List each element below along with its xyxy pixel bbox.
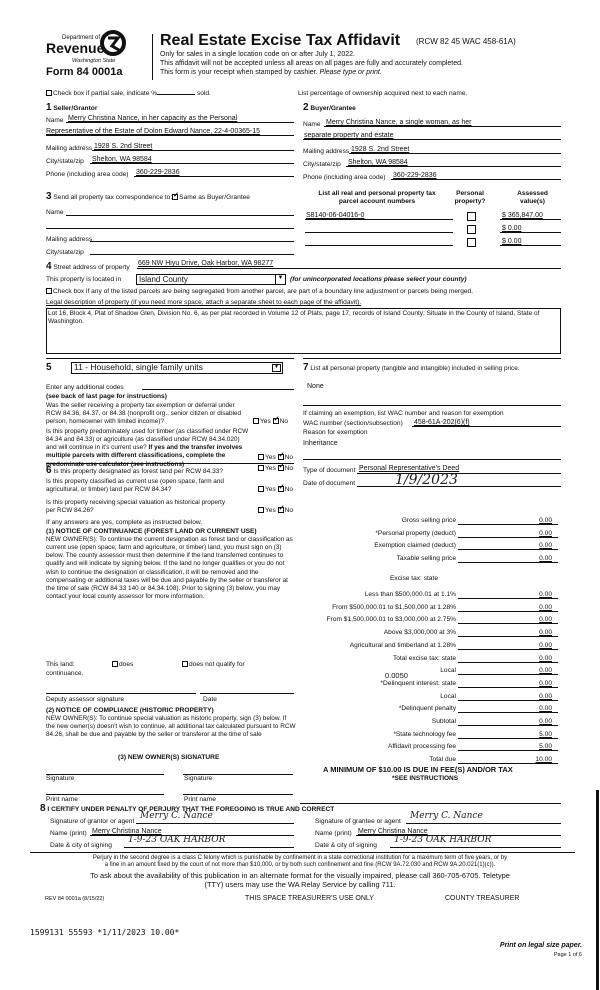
- grantee-date-label: Date & city of signing: [315, 842, 377, 849]
- buyer-name-line-2[interactable]: separate property and estate: [304, 132, 394, 139]
- tax-row: [300, 616, 558, 628]
- segregated-checkbox[interactable]: [46, 288, 52, 294]
- seller-name-line-1[interactable]: Merry Christina Nance, in her capacity as the Personal: [68, 115, 238, 122]
- type-or-print-note: Please type or print.: [319, 69, 382, 76]
- q1-no-checkbox[interactable]: [273, 418, 279, 424]
- tax-row-value[interactable]: 0.00: [458, 616, 558, 624]
- deputy-date-field[interactable]: [200, 685, 294, 694]
- tax-row: [300, 555, 558, 567]
- form-number: Form 84 0001a: [46, 66, 123, 78]
- new-owner-signature-title: (3) NEW OWNER(S) SIGNATURE: [118, 754, 220, 761]
- buyer-phone[interactable]: 360-229-2836: [393, 172, 437, 179]
- tax-row: [300, 642, 558, 654]
- form-title: Real Estate Excise Tax Affidavit: [160, 32, 401, 49]
- q2-yes-checkbox[interactable]: [258, 454, 264, 460]
- assessed-value[interactable]: $ 0.00: [502, 238, 522, 245]
- tax-row-label: Gross selling price: [401, 517, 456, 524]
- tax-row-label: *Personal property (deduct): [375, 529, 456, 537]
- assessed-header-line1: Assessed: [517, 190, 548, 197]
- q2-yes-no: [258, 454, 293, 462]
- does-not-checkbox[interactable]: [182, 661, 188, 667]
- no-label: No: [279, 418, 289, 425]
- tax-row-value[interactable]: 0.00: [458, 705, 558, 713]
- personal-header-line2: property?: [454, 197, 486, 205]
- tax-row-label: Taxable selling price: [396, 555, 456, 563]
- treasurer-use-label: THIS SPACE TREASURER'S USE ONLY: [245, 895, 374, 902]
- q2-no-checkbox[interactable]: [278, 454, 284, 460]
- corr-city-field[interactable]: [90, 246, 294, 255]
- tax-row-value[interactable]: 0.00: [458, 655, 558, 663]
- personal-property-value[interactable]: None: [307, 383, 324, 390]
- no-label: No: [284, 507, 294, 514]
- assessed-header-line2: value(s): [520, 197, 545, 205]
- tax-row: [300, 705, 558, 717]
- tax-row: [300, 667, 558, 679]
- same-as-buyer-label: Same as Buyer/Grantee: [179, 194, 250, 201]
- perjury-line-1: Perjury in the second degree is a class C felony which is punishable by confinement in a state correctional institution for a maximum term of five years, or by: [92, 855, 508, 861]
- seller-city-state-zip[interactable]: Shelton, WA 98584: [92, 156, 152, 163]
- yes-label: Yes: [260, 418, 271, 425]
- local-rate: 0.0050: [385, 671, 408, 680]
- historical-question: Is this property receiving special valuation as historical property per RCW 84.26?: [46, 499, 226, 515]
- property-street-address[interactable]: 669 NW Hiyu Drive, Oak Harbor, WA 98277: [138, 260, 274, 267]
- parcel-number-field[interactable]: [305, 224, 453, 233]
- owner-signature-field-1[interactable]: [46, 766, 164, 775]
- section-number: 1: [46, 102, 52, 113]
- tax-row-value[interactable]: 0.00: [458, 604, 558, 612]
- reason-value[interactable]: Inheritance: [303, 440, 338, 447]
- tax-row-value[interactable]: 0.00: [458, 555, 558, 563]
- q1-yes-no: [253, 418, 288, 426]
- tax-row-label: Local: [440, 667, 456, 675]
- tax-row: [300, 517, 558, 529]
- dept-of-label: Department of: [62, 35, 101, 41]
- q6-1-yes-no: [258, 465, 293, 473]
- parcel-header-line2: parcel account numbers: [338, 197, 416, 205]
- does-label: does: [119, 661, 134, 668]
- segregated-label: Check box if any of the listed parcels are being segregated from another parcel, are part of a boundary line adjustment or parcels being merged.: [53, 288, 474, 295]
- county-select[interactable]: [136, 274, 286, 285]
- buyer-city-label: City/state/zip: [303, 161, 341, 168]
- grantee-print-name[interactable]: Merry Christina Nance: [358, 828, 428, 835]
- wac-number[interactable]: 458-61A-202(6)(f): [414, 419, 470, 426]
- land-use-code-value: 11 - Household, single family units: [74, 362, 203, 372]
- assessed-value[interactable]: $ 0.00: [502, 225, 522, 232]
- yes-label: Yes: [265, 486, 276, 493]
- tax-row: [300, 629, 558, 641]
- print-name-label-1: Print name: [46, 796, 78, 803]
- section-5-number: 5: [46, 362, 52, 373]
- seller-heading-label: Seller/Grantor: [53, 105, 98, 112]
- current-use-no-checkbox[interactable]: [278, 486, 284, 492]
- county-treasurer-label: COUNTY TREASURER: [445, 895, 520, 902]
- yes-label: Yes: [265, 465, 276, 472]
- tax-row: [300, 731, 558, 743]
- tax-row-label: Total due: [429, 756, 456, 764]
- q1-yes-checkbox[interactable]: [253, 418, 259, 424]
- q6-3-yes-no: [258, 507, 293, 515]
- header-line-3: [160, 69, 382, 77]
- continuance-label: continuance.: [46, 670, 84, 677]
- legal-description-field[interactable]: Lot 16, Block 4, Plat of Shadow Glen, Division No. 6, as per plat recorded in Volume 12 of Plats, page 17, records of Island County; Situate in the County of Island, State of Washington.: [46, 308, 561, 354]
- tax-row: [300, 743, 558, 755]
- tax-row-value[interactable]: 0.00: [458, 591, 558, 599]
- street-label: Street address of property: [53, 264, 130, 271]
- forest-no-checkbox[interactable]: [278, 465, 284, 471]
- sold-label: sold.: [196, 90, 211, 97]
- notice-continuance-title: (1) NOTICE OF CONTINUANCE (FOREST LAND OR CURRENT USE): [46, 528, 257, 535]
- grantor-date-label: Date & city of signing: [50, 842, 112, 849]
- no-label: No: [284, 454, 294, 461]
- tax-row-label: *State technology fee: [393, 730, 456, 738]
- q6-2-yes-no: [258, 486, 293, 494]
- personal-header-line1: Personal: [456, 190, 484, 197]
- seller-city-label: City/state/zip: [46, 158, 84, 165]
- deputy-date-label: Date: [203, 696, 217, 703]
- excise-state-label: Excise tax: state: [390, 575, 439, 582]
- exemption-label: If claiming an exemption, list WAC number and reason for exemption: [303, 410, 504, 417]
- reason-label: Reason for exemption: [303, 429, 368, 436]
- perjury-line-2: a fine in an amount fixed by the court of not more than $10,000, or by both such confinement and fine (RCW 9A.72.030 and RCW 9A.20.021(1)(c)).: [104, 862, 496, 868]
- buyer-name-label: Name: [303, 121, 321, 128]
- no-label: No: [284, 486, 294, 493]
- partial-sale-label: Check box if partial sale, indicate %: [53, 90, 158, 97]
- section-number: 4: [46, 261, 52, 272]
- tax-row: [300, 530, 558, 542]
- same-as-buyer-checkbox[interactable]: [172, 194, 178, 200]
- form-citation: (RCW 82 45 WAC 458-61A): [416, 37, 516, 46]
- deputy-signature-field[interactable]: [46, 685, 196, 694]
- tax-row-value[interactable]: 0.00: [458, 629, 558, 637]
- washington-state-label: Washington State: [72, 58, 116, 64]
- tax-row-label: *Delinquent penalty: [398, 705, 456, 713]
- partial-percent-field[interactable]: [157, 94, 195, 95]
- does-not-label: does not qualify for: [189, 661, 245, 668]
- document-date[interactable]: 1/9/2023: [395, 472, 458, 488]
- doc-type-label: Type of document: [303, 467, 356, 474]
- tax-row-value[interactable]: 0.00: [458, 517, 558, 525]
- corr-name-field[interactable]: [66, 207, 294, 216]
- county-value: Island County: [139, 275, 188, 284]
- additional-codes-label: Enter any additional codes: [46, 384, 124, 391]
- buyer-heading: [303, 102, 356, 114]
- grantor-date-city[interactable]: 1-9-23 OAK HARBOR: [128, 835, 226, 845]
- street-label-row: [46, 261, 130, 273]
- tax-row-value[interactable]: 0.00: [458, 718, 558, 726]
- buyer-name-line-1[interactable]: Merry Christina Nance, a single woman, as her: [326, 119, 472, 126]
- buyer-mail-label: Mailing address: [303, 148, 350, 155]
- page-number: Page 1 of 6: [553, 952, 582, 958]
- buyer-heading-label: Buyer/Grantee: [310, 105, 356, 112]
- revenue-logo-text: Revenue: [46, 40, 105, 56]
- corr-name-label: Name: [46, 209, 64, 216]
- current-use-yes-checkbox[interactable]: [258, 486, 264, 492]
- section-number: 2: [303, 102, 309, 113]
- seller-phone-label: Phone (including area code): [46, 171, 129, 178]
- certify-text: I CERTIFY UNDER PENALTY OF PERJURY THAT THE FOREGOING IS TRUE AND CORRECT: [47, 806, 335, 813]
- q-exemption-deferral: Was the seller receiving a property tax exemption or deferral under RCW 84.36, 84.37, or 84.38 (nonprofit org., senior citizen or disabled person, homeowner with limited income)?: [46, 402, 242, 426]
- section-number: 3: [46, 191, 52, 202]
- tax-row-label: Agricultural and timberland at 1.28%: [349, 641, 456, 649]
- cashier-stamp: 1599131 55593 *1/11/2023 10.00*: [30, 928, 180, 937]
- owner-print-name-field-2[interactable]: [183, 786, 293, 795]
- dor-logo-icon: [100, 30, 126, 56]
- personal-header: [450, 190, 490, 205]
- legal-description-label: Legal description of property (if you need more space, attach a separate sheet to each page of the affidavit).: [46, 299, 362, 306]
- doc-date-label: Date of document: [303, 480, 356, 487]
- tax-row: [300, 718, 558, 730]
- section-number: 8: [40, 803, 46, 814]
- chevron-down-icon[interactable]: ▼: [275, 275, 285, 284]
- historical-no-checkbox[interactable]: [278, 507, 284, 513]
- signature-label-2: Signature: [184, 775, 213, 782]
- partial-sale-row: [46, 90, 211, 98]
- tax-row-label: Affidavit processing fee: [387, 743, 456, 751]
- receipt-note: This form is your receipt when stamped by cashier.: [160, 69, 318, 76]
- land-use-code-select[interactable]: [71, 362, 283, 374]
- chevron-down-icon[interactable]: ▼: [272, 364, 281, 372]
- personal-property-checkbox[interactable]: [467, 212, 476, 221]
- forest-land-label: Is this property designated as forest land per RCW 84.33?: [53, 468, 224, 475]
- see-instructions-note: *SEE INSTRUCTIONS: [392, 775, 459, 782]
- corr-mail-label: Mailing address: [46, 236, 93, 243]
- corr-city-label: City/state/zip: [46, 249, 84, 256]
- tax-row-value[interactable]: 0.00: [458, 642, 558, 650]
- parcel-header: [312, 190, 442, 205]
- forest-yes-checkbox[interactable]: [258, 465, 264, 471]
- tax-row: [300, 655, 558, 667]
- notice-compliance-title: (2) NOTICE OF COMPLIANCE (HISTORIC PROPERTY): [46, 707, 214, 714]
- this-land-label: This land:: [46, 661, 75, 668]
- buyer-city-state-zip[interactable]: Shelton, WA 98584: [348, 159, 408, 166]
- grantor-name-label: Name (print): [50, 830, 87, 837]
- tax-row-value[interactable]: 5.00: [458, 731, 558, 739]
- grantee-date-city[interactable]: 1-9-23 OAK HARBOR: [394, 835, 492, 845]
- tax-row-label: Above $3,000,000 at 3%: [383, 629, 456, 637]
- personal-property-checkbox[interactable]: [467, 225, 476, 234]
- see-back-note: (see back of last page for instructions): [46, 393, 167, 400]
- owner-signature-field-2[interactable]: [183, 766, 293, 775]
- current-use-question: Is this property classified as current use (open space, farm and agricultural, or timber) land per RCW 84.34?: [46, 478, 224, 494]
- tax-row-label: From $1,500,000.01 to $3,000,000 at 2.75%: [326, 616, 456, 624]
- tax-row-label: Local: [440, 692, 456, 700]
- section-number: 6: [46, 465, 52, 476]
- personal-property-label: [303, 362, 561, 375]
- q2-text: Is this property predominately used for timber (as classified under RCW 84.34 and 84.33) or agriculture (as classified under RCW 84.34.020) and will continue in it's current use?: [46, 428, 249, 452]
- signature-label-1: Signature: [46, 775, 75, 782]
- notice-continuance-text: NEW OWNER(S): To continue the current designation as forest land or classification as current use (open space, farm and agriculture, or timber) land, you must sign on (3) below. The county assessor must then determine if the land transferred continues to qualify and will indicate by signing below. If the land no longer qualifies or you do not wish to continue the designation or classification, it will be removed and the compensating or additional taxes will be due and payable by the seller or transferor at the time of sale (RCW 84 33 140 or 84.34.108). Prior to signing (3) below, you may contact your local county assessor for more information.: [46, 536, 293, 600]
- revision-label: REV 84 0001a (8/15/22): [45, 896, 105, 902]
- tax-row: [300, 693, 558, 705]
- grantor-sig-label: Signature of grantor or agent: [50, 818, 135, 825]
- buyer-phone-label: Phone (including area code): [303, 174, 386, 181]
- partial-sale-checkbox[interactable]: [46, 90, 52, 96]
- county-note: (for unincorporated locations please select your county): [290, 276, 467, 283]
- tax-row-label: Less than $500,000.01 at 1.1%: [364, 591, 456, 598]
- tax-row-label: Total excise tax: state: [392, 654, 456, 662]
- corr-mail-field[interactable]: [90, 233, 294, 242]
- ownership-note: List percentage of ownership acquired next to each name.: [298, 90, 468, 97]
- corr-name-field-2[interactable]: [46, 220, 294, 229]
- tax-row-label: *Delinquent interest: state: [380, 679, 456, 687]
- tax-row-value[interactable]: 0.00: [458, 530, 558, 538]
- seller-name-line-2[interactable]: Representative of the Estate of Dolon Edward Nance, 22-4-00365-15: [46, 128, 261, 135]
- tax-row-label: Exemption claimed (deduct): [374, 542, 456, 550]
- correspondence-row: [46, 191, 250, 203]
- yes-label: Yes: [265, 454, 276, 461]
- header-divider: [152, 34, 153, 80]
- grantee-name-label: Name (print): [315, 830, 352, 837]
- does-not-option: [182, 661, 245, 669]
- tax-row: [300, 591, 558, 603]
- grantor-print-name[interactable]: Merry Christina Nance: [92, 828, 162, 835]
- q2-bold-text: If yes and the transfer involves multiple parcels with different classifications, complete the predominate use calculator (see instructions): [46, 444, 243, 468]
- does-option: [112, 661, 133, 669]
- notice-compliance-text: NEW OWNER(S): To continue special valuation as historic property, sign (3) below. If the new owner(s) doesn't wish to continue, all additional tax calculated pursuant to RCW 84.26, shall be due and payable by the seller or transferor at the time of sale: [46, 715, 296, 739]
- tax-row-value[interactable]: 5.00: [458, 743, 558, 751]
- scan-edge: [596, 790, 599, 990]
- forest-land-question: [46, 465, 223, 477]
- segregated-row: [46, 288, 473, 296]
- personal-property-text: List all personal property (tangible and intangible) included in selling price.: [310, 365, 520, 372]
- if-yes-note: If any answers are yes, complete as instructed below.: [46, 519, 203, 526]
- buyer-mailing-address[interactable]: 1928 S. 2nd Street: [351, 146, 410, 153]
- tax-row: [300, 542, 558, 554]
- tax-row: [300, 680, 558, 692]
- tax-row-value[interactable]: 0.00: [458, 680, 558, 688]
- tax-row-label: From $500,000.01 to $1,500,000 at 1.28%: [332, 603, 456, 611]
- header-line-2: This affidavit will not be accepted unless all areas on all pages are fully and accurately completed.: [160, 60, 463, 67]
- tax-row-value[interactable]: 0.00: [458, 667, 558, 675]
- tax-row: [300, 604, 558, 616]
- seller-phone[interactable]: 360-229-2836: [136, 169, 180, 176]
- correspondence-label: Send all property tax correspondence to:: [53, 194, 173, 201]
- alt-format-line-2: (TTY) users may use the WA Relay Service by calling 711.: [204, 880, 396, 889]
- print-legal-note: Print on legal size paper.: [499, 942, 582, 949]
- seller-heading: [46, 102, 97, 114]
- deputy-signature-label: Deputy assessor signature: [46, 696, 125, 703]
- seller-mailing-address[interactable]: 1928 S. 2nd Street: [94, 143, 153, 150]
- grantee-sig-label: Signature of grantee or agent: [315, 818, 401, 825]
- tax-row-label: Subtotal: [431, 718, 456, 725]
- assessed-value[interactable]: $ 365,847.00: [502, 212, 543, 219]
- owner-print-name-field-1[interactable]: [46, 786, 164, 795]
- additional-codes-field[interactable]: [142, 381, 294, 390]
- minimum-due-note: A MINIMUM OF $10.00 IS DUE IN FEE(S) AND/OR TAX: [323, 765, 513, 774]
- grantor-signature[interactable]: Merry C. Nance: [140, 811, 213, 821]
- located-label: This property is located in: [46, 276, 122, 283]
- parcel-header-line1: List all real and personal property tax: [318, 190, 436, 197]
- print-name-label-2: Print name: [184, 796, 216, 803]
- grantee-signature[interactable]: Merry C. Nance: [410, 811, 483, 821]
- document-type[interactable]: Personal Representative's Deed: [359, 465, 460, 472]
- parcel-number-field[interactable]: [305, 237, 453, 246]
- tax-row-value[interactable]: 0.00: [458, 542, 558, 550]
- alt-format-line-1: To ask about the availability of this publication in an alternate format for the visually impaired, please call 360-705-6705. Teletype: [90, 871, 510, 880]
- yes-label: Yes: [265, 507, 276, 514]
- no-label: No: [284, 465, 294, 472]
- wac-label: WAC number (section/subsection): [303, 420, 403, 427]
- header-line-1: Only for sales in a single location code on or after July 1, 2022.: [160, 51, 355, 58]
- tax-row-value[interactable]: 10.00: [458, 756, 558, 764]
- assessed-header: [510, 190, 555, 205]
- parcel-number[interactable]: S8140-06-04016-0: [306, 212, 365, 219]
- seller-name-label: Name: [46, 117, 64, 124]
- does-checkbox[interactable]: [112, 661, 118, 667]
- tax-row-value[interactable]: 0.00: [458, 693, 558, 701]
- seller-mail-label: Mailing address: [46, 145, 93, 152]
- personal-property-checkbox[interactable]: [467, 238, 476, 247]
- section-number: 7: [303, 362, 309, 373]
- historical-yes-checkbox[interactable]: [258, 507, 264, 513]
